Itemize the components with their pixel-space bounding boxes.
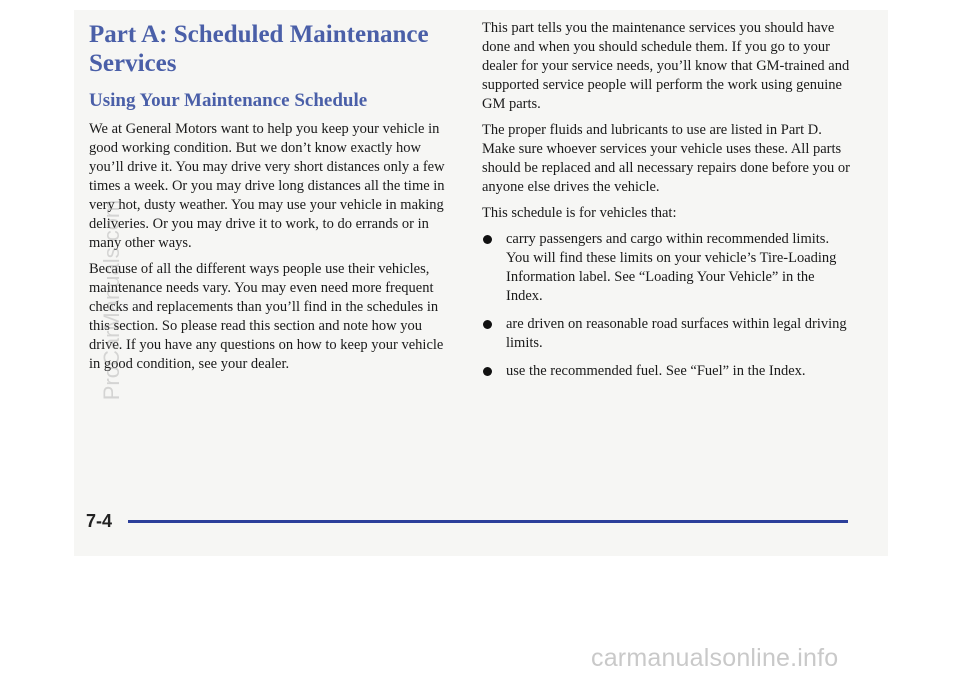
body-paragraph: The proper fluids and lubricants to use are listed in Part D. Make sure whoever services your vehicle uses these. All parts should be replaced and all necessary repairs done before you or anyone else drives the vehicle. [482,122,850,195]
list-item [482,362,852,381]
body-paragraph: This schedule is for vehicles that: [482,205,677,221]
body-paragraph: We at General Motors want to help you keep your vehicle in good working condition. But we don’t know exactly how you’ll drive it. You may drive very short distances only a few times a week. Or you may drive long distances all the time in very hot, dusty weather. You may use your vehicle in making deliveries. Or you may drive it to work, to do errands or in many other ways. [89,121,445,251]
bullet-icon [483,367,492,376]
list-item-text: are driven on reasonable road surfaces within legal driving limits. [506,316,847,351]
list-item [482,230,852,306]
section-heading: Using Your Maintenance Schedule [89,90,368,111]
vehicle-criteria-list [482,230,852,381]
body-paragraph: Because of all the different ways people use their vehicles, maintenance needs vary. You may even need more frequent checks and replacements than you’ll find in the schedules in this section. So please read this section and note how you drive. If you have any questions on how to keep your vehicle in good condition, see your dealer. [89,261,444,372]
left-column [89,20,445,381]
site-watermark[interactable]: carmanualsonline.info [591,644,839,672]
side-watermark: ProCarManuals.com [99,199,124,401]
list-item [482,315,852,353]
bullet-icon [483,235,492,244]
page-number: 7-4 [86,511,113,531]
bullet-icon [483,320,492,329]
page-title: Part A: Scheduled Maintenance Services [89,21,429,77]
body-paragraph: This part tells you the maintenance services you should have done and when you should schedule them. If you go to your dealer for your service needs, you’ll know that GM-trained and supported service people will perform the work using genuine GM parts. [482,20,850,112]
footer-rule [128,520,848,523]
list-item-text: use the recommended fuel. See “Fuel” in the Index. [506,363,806,379]
list-item-text: carry passengers and cargo within recommended limits. You will find these limits on your vehicle’s Tire-Loading Information label. See “Loading Your Vehicle” in the Index. [506,231,837,304]
right-column [482,19,852,390]
